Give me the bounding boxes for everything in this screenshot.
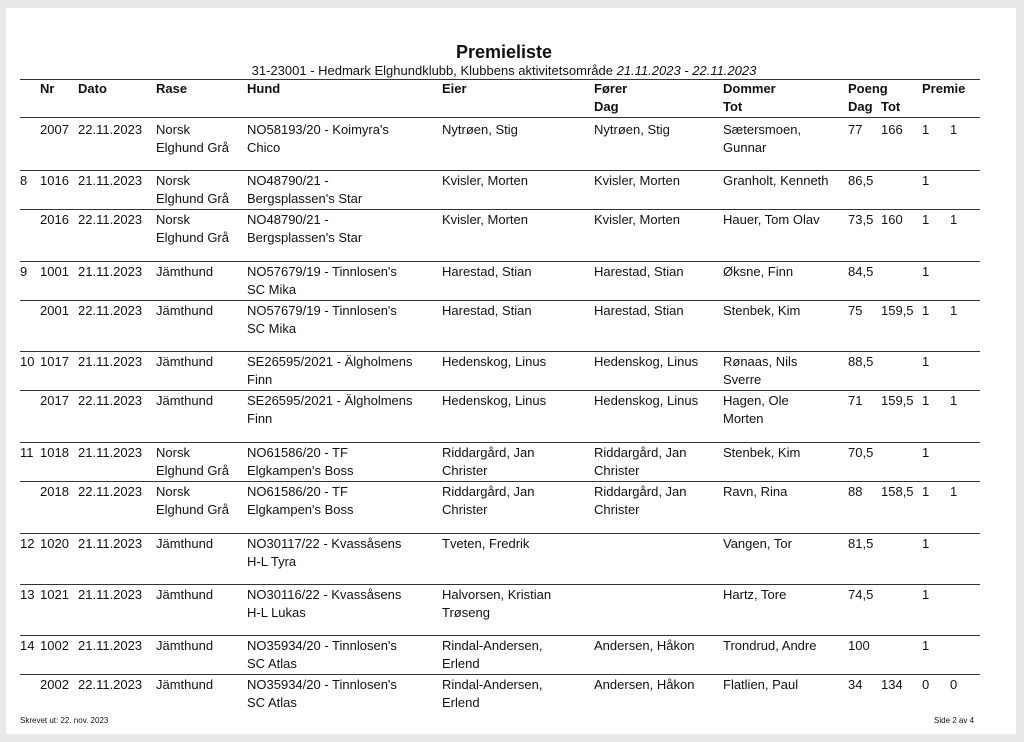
entry-number-cell: 2002 <box>40 677 69 692</box>
score-day-cell: 81,5 <box>848 536 874 551</box>
owner-cell: Harestad, Stian <box>442 264 532 279</box>
entry-date-cell: 22.11.2023 <box>78 303 143 318</box>
score-day-cell: 84,5 <box>848 264 874 279</box>
entry-date-cell: 22.11.2023 <box>78 677 143 692</box>
prize-day-cell: 1 <box>922 484 930 499</box>
footer-printed: Skrevet ut: 22. nov. 2023 <box>20 716 109 725</box>
dog-cell: SE26595/2021 - Älgholmens <box>247 354 413 369</box>
prize-day-cell: 1 <box>922 638 930 653</box>
prize-total-cell: 1 <box>950 484 958 499</box>
entry-number-cell: 1016 <box>40 173 69 188</box>
judge-cell: Gunnar <box>723 140 767 155</box>
entry-number-cell: 1002 <box>40 638 69 653</box>
dog-cell: NO30117/22 - Kvassåsens <box>247 536 402 551</box>
column-header-forer-dag: Dag <box>594 99 619 114</box>
dog-cell: NO48790/21 - <box>247 212 329 227</box>
dog-cell: NO35934/20 - Tinnlosen's <box>247 638 397 653</box>
breed-cell: Elghund Grå <box>156 230 229 245</box>
score-day-cell: 86,5 <box>848 173 874 188</box>
breed-cell: Norsk <box>156 173 190 188</box>
column-header-poeng-tot: Tot <box>881 99 901 114</box>
owner-cell: Christer <box>442 502 488 517</box>
prize-day-cell: 1 <box>922 445 930 460</box>
handler-cell: Harestad, Stian <box>594 264 684 279</box>
breed-cell: Jämthund <box>156 536 214 551</box>
dog-cell: NO48790/21 - <box>247 173 329 188</box>
column-header-hund: Hund <box>247 81 281 96</box>
breed-cell: Norsk <box>156 212 190 227</box>
breed-cell: Elghund Grå <box>156 502 229 517</box>
judge-cell: Hartz, Tore <box>723 587 787 602</box>
dog-cell: NO61586/20 - TF <box>247 445 348 460</box>
handler-cell: Hedenskog, Linus <box>594 393 699 408</box>
handler-cell: Riddargård, Jan <box>594 445 687 460</box>
footer-page-number: Side 2 av 4 <box>934 716 975 725</box>
prize-day-cell: 1 <box>922 536 930 551</box>
prize-day-cell: 1 <box>922 212 930 227</box>
prize-total-cell: 1 <box>950 122 958 137</box>
column-header-forer: Fører <box>594 81 628 96</box>
breed-cell: Jämthund <box>156 303 214 318</box>
document-page <box>6 8 1016 734</box>
judge-cell: Sætersmoen, <box>723 122 802 137</box>
dog-cell: Finn <box>247 411 273 426</box>
handler-cell: Christer <box>594 463 640 478</box>
row-separator <box>20 635 980 636</box>
breed-cell: Jämthund <box>156 677 214 692</box>
dog-cell: Bergsplassen's Star <box>247 191 363 206</box>
owner-cell: Tveten, Fredrik <box>442 536 530 551</box>
owner-cell: Riddargård, Jan <box>442 445 535 460</box>
owner-cell: Halvorsen, Kristian <box>442 587 552 602</box>
entry-number-cell: 2016 <box>40 212 69 227</box>
column-header-dato: Dato <box>78 81 107 96</box>
entry-date-cell: 21.11.2023 <box>78 445 143 460</box>
owner-cell: Trøseng <box>442 605 490 620</box>
handler-cell: Kvisler, Morten <box>594 173 680 188</box>
prize-day-cell: 1 <box>922 173 930 188</box>
row-separator <box>20 209 980 210</box>
entry-number-cell: 1020 <box>40 536 69 551</box>
judge-cell: Rønaas, Nils <box>723 354 798 369</box>
column-header-poeng-dag: Dag <box>848 99 873 114</box>
dog-cell: H-L Tyra <box>247 554 297 569</box>
column-header-premie: Premie <box>922 81 966 96</box>
owner-cell: Nytrøen, Stig <box>442 122 518 137</box>
handler-cell: Harestad, Stian <box>594 303 684 318</box>
score-day-cell: 75 <box>848 303 863 318</box>
group-number-cell: 12 <box>20 536 35 551</box>
prize-day-cell: 1 <box>922 587 930 602</box>
subtitle-period: 21.11.2023 - 22.11.2023 <box>616 63 757 78</box>
prize-total-cell: 0 <box>950 677 958 692</box>
group-number-cell: 13 <box>20 587 35 602</box>
breed-cell: Norsk <box>156 445 190 460</box>
row-separator <box>20 584 980 585</box>
owner-cell: Harestad, Stian <box>442 303 532 318</box>
owner-cell: Rindal-Andersen, <box>442 638 543 653</box>
dog-cell: SC Mika <box>247 321 297 336</box>
judge-cell: Ravn, Rina <box>723 484 788 499</box>
header-top-rule <box>20 79 980 80</box>
judge-cell: Trondrud, Andre <box>723 638 817 653</box>
entry-number-cell: 2017 <box>40 393 69 408</box>
judge-cell: Hauer, Tom Olav <box>723 212 820 227</box>
row-separator <box>20 261 980 262</box>
score-day-cell: 88 <box>848 484 863 499</box>
score-total-cell: 158,5 <box>881 484 914 499</box>
owner-cell: Christer <box>442 463 488 478</box>
entry-number-cell: 2007 <box>40 122 69 137</box>
prize-day-cell: 0 <box>922 677 930 692</box>
dog-cell: SC Atlas <box>247 656 297 671</box>
score-total-cell: 166 <box>881 122 903 137</box>
handler-cell: Andersen, Håkon <box>594 638 695 653</box>
breed-cell: Norsk <box>156 484 190 499</box>
score-total-cell: 159,5 <box>881 393 914 408</box>
judge-cell: Stenbek, Kim <box>723 445 801 460</box>
owner-cell: Riddargård, Jan <box>442 484 535 499</box>
breed-cell: Jämthund <box>156 354 214 369</box>
group-number-cell: 9 <box>20 264 28 279</box>
score-day-cell: 77 <box>848 122 863 137</box>
entry-date-cell: 22.11.2023 <box>78 484 143 499</box>
judge-cell: Granholt, Kenneth <box>723 173 829 188</box>
dog-cell: Finn <box>247 372 273 387</box>
score-total-cell: 134 <box>881 677 903 692</box>
column-header-dommer: Dommer <box>723 81 776 96</box>
group-number-cell: 14 <box>20 638 35 653</box>
score-day-cell: 74,5 <box>848 587 874 602</box>
prize-total-cell: 1 <box>950 303 958 318</box>
breed-cell: Norsk <box>156 122 190 137</box>
score-total-cell: 160 <box>881 212 903 227</box>
dog-cell: SC Atlas <box>247 695 297 710</box>
dog-cell: NO57679/19 - Tinnlosen's <box>247 264 397 279</box>
entry-date-cell: 21.11.2023 <box>78 264 143 279</box>
judge-cell: Flatlien, Paul <box>723 677 799 692</box>
column-header-eier: Eier <box>442 81 467 96</box>
judge-cell: Stenbek, Kim <box>723 303 801 318</box>
entry-number-cell: 1018 <box>40 445 69 460</box>
score-day-cell: 70,5 <box>848 445 874 460</box>
judge-cell: Sverre <box>723 372 762 387</box>
judge-cell: Hagen, Ole <box>723 393 789 408</box>
handler-cell: Riddargård, Jan <box>594 484 687 499</box>
score-day-cell: 71 <box>848 393 863 408</box>
row-separator <box>20 300 980 301</box>
judge-cell: Vangen, Tor <box>723 536 792 551</box>
group-number-cell: 8 <box>20 173 28 188</box>
row-separator <box>20 674 980 675</box>
row-separator <box>20 170 980 171</box>
dog-cell: Chico <box>247 140 281 155</box>
owner-cell: Hedenskog, Linus <box>442 354 547 369</box>
entry-date-cell: 21.11.2023 <box>78 354 143 369</box>
entry-number-cell: 1001 <box>40 264 69 279</box>
breed-cell: Jämthund <box>156 393 214 408</box>
score-day-cell: 88,5 <box>848 354 874 369</box>
entry-date-cell: 21.11.2023 <box>78 638 143 653</box>
group-number-cell: 10 <box>20 354 35 369</box>
dog-cell: NO57679/19 - Tinnlosen's <box>247 303 397 318</box>
breed-cell: Jämthund <box>156 264 214 279</box>
breed-cell: Elghund Grå <box>156 463 229 478</box>
handler-cell: Hedenskog, Linus <box>594 354 699 369</box>
entry-number-cell: 2018 <box>40 484 69 499</box>
score-total-cell: 159,5 <box>881 303 914 318</box>
handler-cell: Kvisler, Morten <box>594 212 680 227</box>
dog-cell: SE26595/2021 - Älgholmens <box>247 393 413 408</box>
row-separator <box>20 481 980 482</box>
prize-day-cell: 1 <box>922 264 930 279</box>
entry-number-cell: 2001 <box>40 303 69 318</box>
handler-cell: Nytrøen, Stig <box>594 122 670 137</box>
owner-cell: Kvisler, Morten <box>442 173 528 188</box>
score-day-cell: 100 <box>848 638 870 653</box>
prize-day-cell: 1 <box>922 354 930 369</box>
prize-day-cell: 1 <box>922 393 930 408</box>
owner-cell: Erlend <box>442 656 480 671</box>
owner-cell: Kvisler, Morten <box>442 212 528 227</box>
row-separator <box>20 390 980 391</box>
column-header-poeng: Poeng <box>848 81 888 96</box>
prize-day-cell: 1 <box>922 303 930 318</box>
entry-number-cell: 1021 <box>40 587 69 602</box>
header-bottom-rule <box>20 117 980 118</box>
entry-number-cell: 1017 <box>40 354 69 369</box>
score-day-cell: 34 <box>848 677 863 692</box>
judge-cell: Morten <box>723 411 764 426</box>
row-separator <box>20 442 980 443</box>
entry-date-cell: 22.11.2023 <box>78 122 143 137</box>
entry-date-cell: 21.11.2023 <box>78 587 143 602</box>
column-header-nr: Nr <box>40 81 55 96</box>
dog-cell: SC Mika <box>247 282 297 297</box>
dog-cell: NO58193/20 - Koimyra's <box>247 122 389 137</box>
prize-total-cell: 1 <box>950 393 958 408</box>
handler-cell: Christer <box>594 502 640 517</box>
dog-cell: NO61586/20 - TF <box>247 484 348 499</box>
breed-cell: Elghund Grå <box>156 140 229 155</box>
subtitle-club: 31-23001 - Hedmark Elghundklubb, Klubbens aktivitetsområde <box>251 63 613 78</box>
column-header-dommer-tot: Tot <box>723 99 743 114</box>
owner-cell: Erlend <box>442 695 480 710</box>
column-header-rase: Rase <box>156 81 188 96</box>
dog-cell: Elgkampen's Boss <box>247 502 354 517</box>
breed-cell: Jämthund <box>156 587 214 602</box>
prize-day-cell: 1 <box>922 122 930 137</box>
group-number-cell: 11 <box>20 445 34 460</box>
breed-cell: Jämthund <box>156 638 214 653</box>
prize-total-cell: 1 <box>950 212 958 227</box>
dog-cell: H-L Lukas <box>247 605 306 620</box>
page-title: Premieliste <box>455 42 553 62</box>
owner-cell: Rindal-Andersen, <box>442 677 543 692</box>
page-subtitle <box>6 63 1002 78</box>
dog-cell: NO35934/20 - Tinnlosen's <box>247 677 397 692</box>
owner-cell: Hedenskog, Linus <box>442 393 547 408</box>
dog-cell: Bergsplassen's Star <box>247 230 363 245</box>
entry-date-cell: 21.11.2023 <box>78 173 143 188</box>
row-separator <box>20 351 980 352</box>
breed-cell: Elghund Grå <box>156 191 229 206</box>
entry-date-cell: 22.11.2023 <box>78 212 143 227</box>
score-day-cell: 73,5 <box>848 212 874 227</box>
dog-cell: Elgkampen's Boss <box>247 463 354 478</box>
entry-date-cell: 21.11.2023 <box>78 536 143 551</box>
row-separator <box>20 533 980 534</box>
entry-date-cell: 22.11.2023 <box>78 393 143 408</box>
handler-cell: Andersen, Håkon <box>594 677 695 692</box>
dog-cell: NO30116/22 - Kvassåsens <box>247 587 402 602</box>
judge-cell: Øksne, Finn <box>723 264 794 279</box>
